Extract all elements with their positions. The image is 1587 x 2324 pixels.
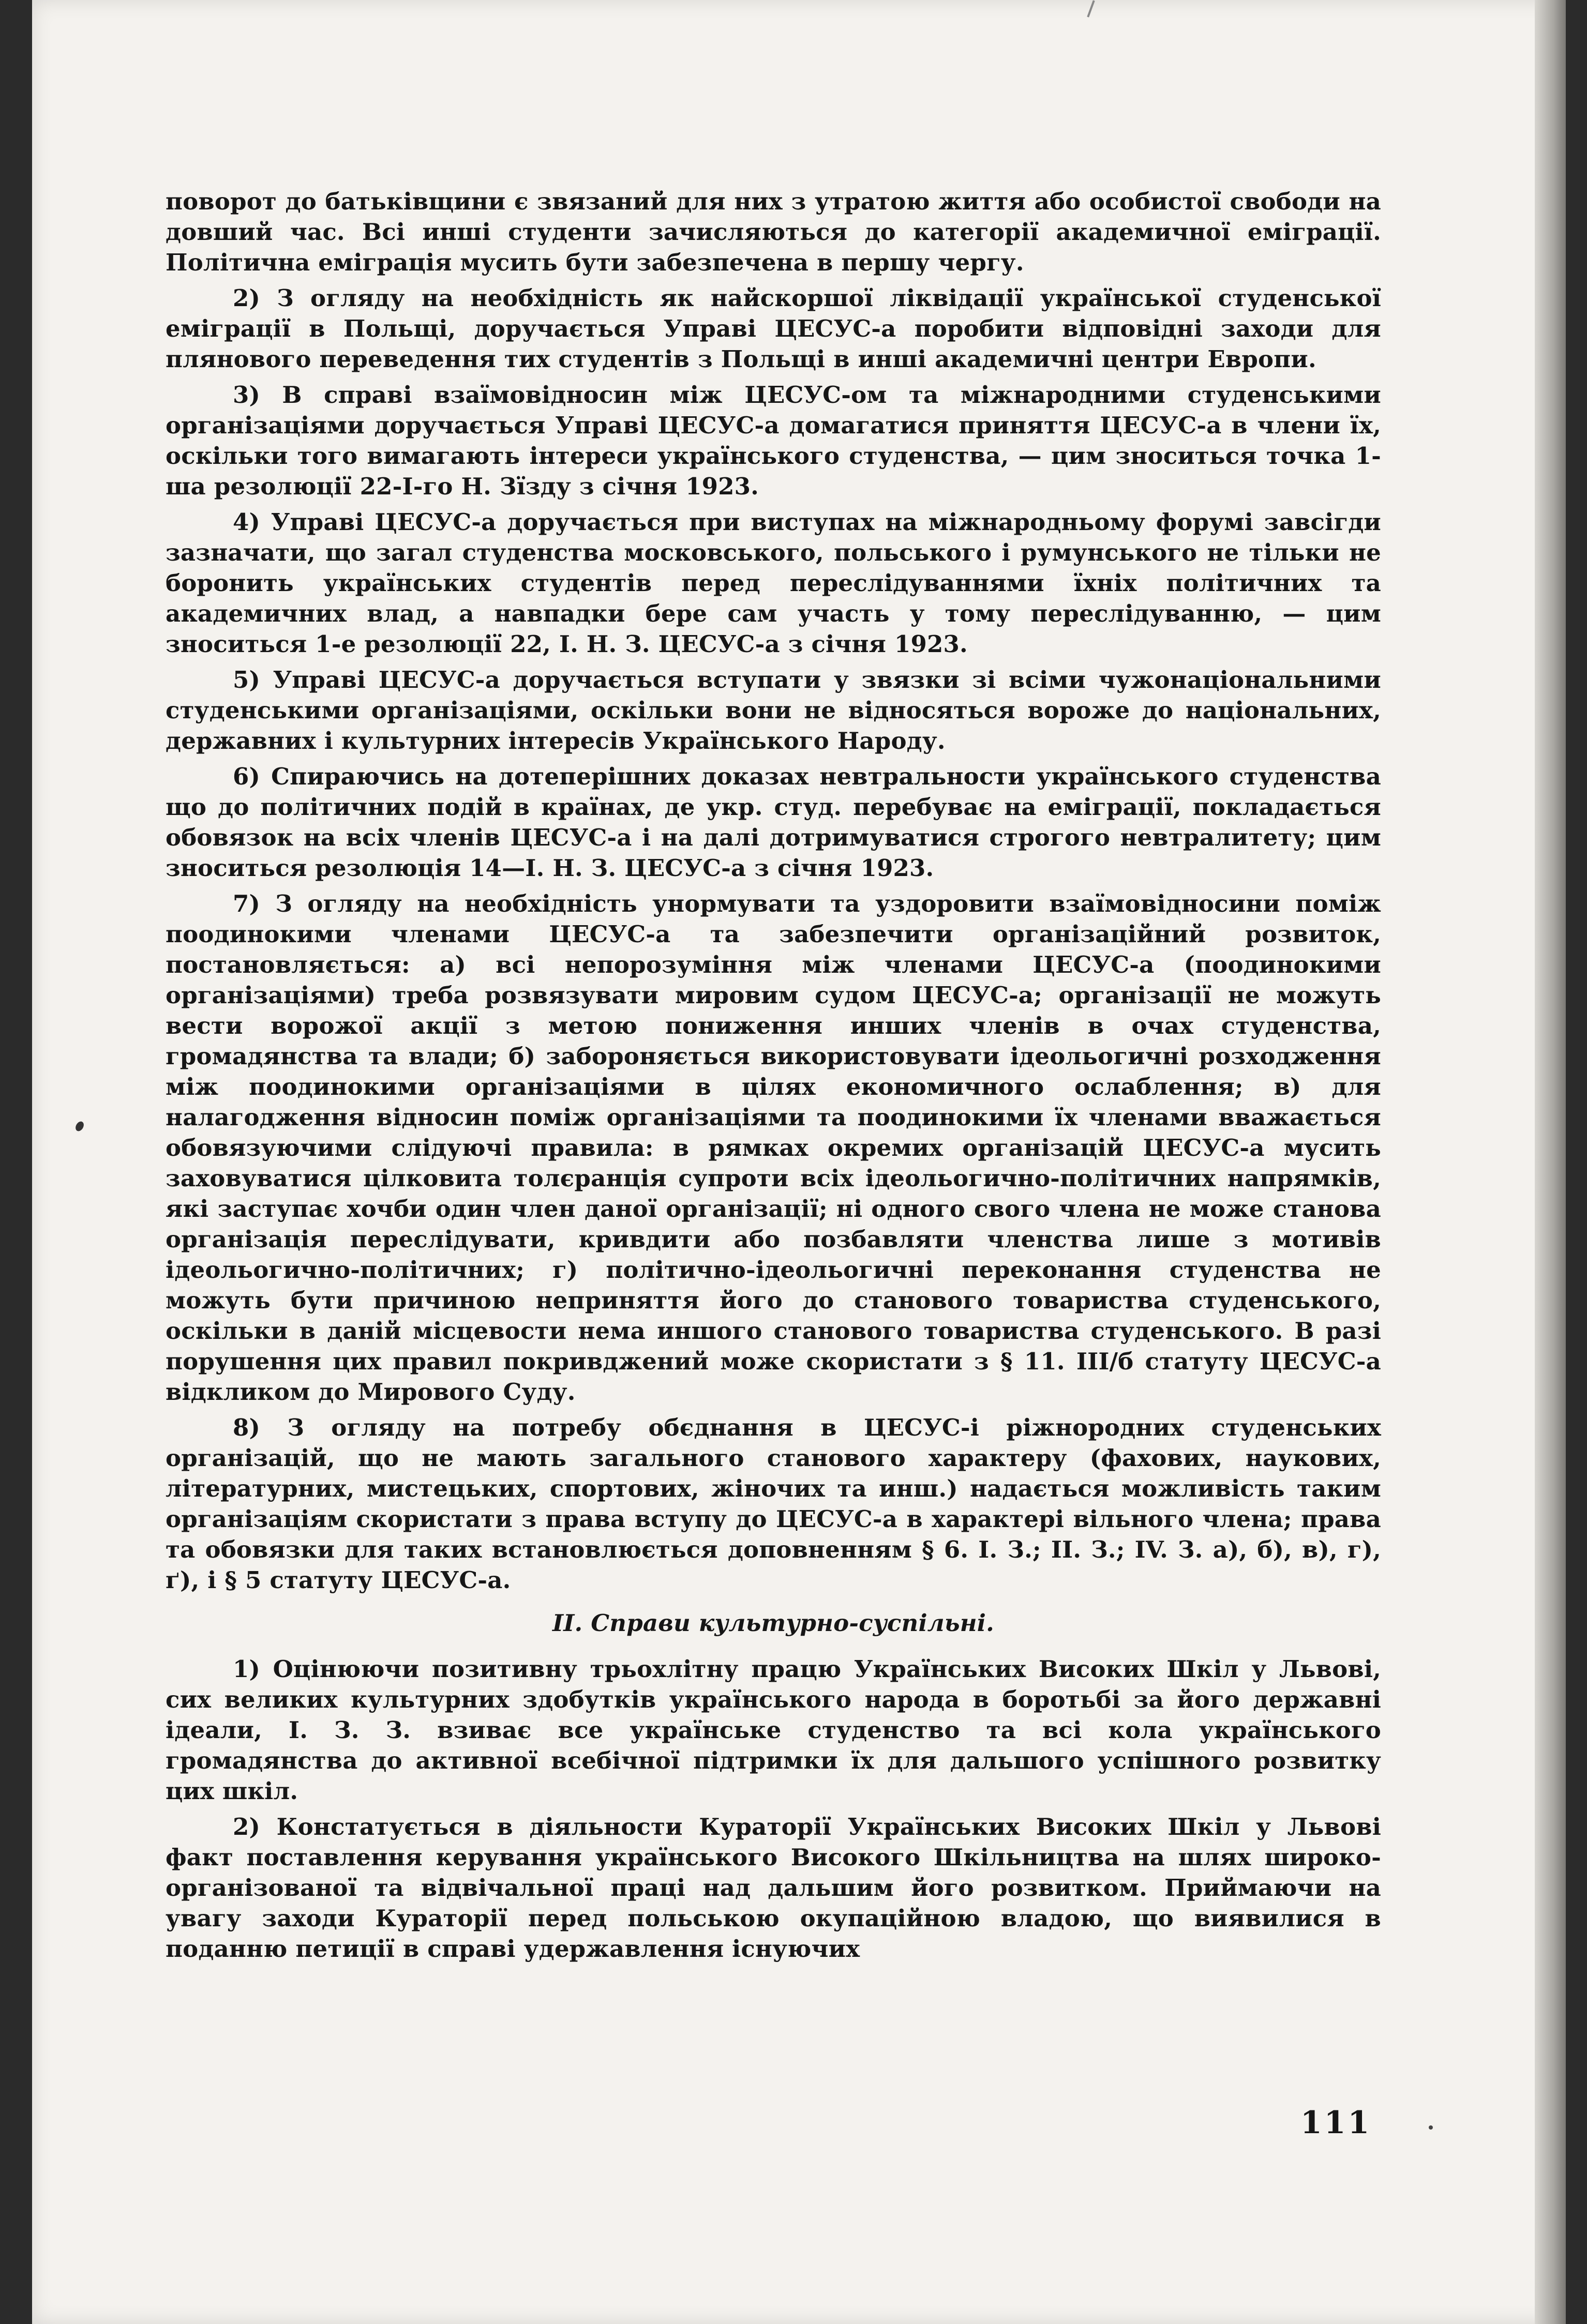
paragraph-item-8: 8) З огляду на потребу обєднання в ЦЕСУС-і ріжнородних студенських організацій, що не мають загального станового характеру (фахових, наукових, літературних, мистецьких, спортових, жіночих та инш.) надається можливість таким організаціям скористати з права вступу до ЦЕСУС-а в характері вільного члена; права та обовязки для таких встановлюється доповненням § 6. І. З.; ІІ. З.; IV. З. а), б), в), г), ґ), і § 5 статуту ЦЕСУС-а. — [166, 1414, 1381, 1594]
section-paragraph-2: 2) Констатується в діяльности Кураторії Українських Високих Шкіл у Львові факт поставлення керування українського Високого Шкільництва на шлях широко-організованої та відвічальної праці над дальшим його розвитком. Приймаючи на увагу заходи Кураторії перед польською окупаційною владою, що виявилися в поданню петиції в справі удержавлення існуючих — [166, 1813, 1381, 1963]
section-paragraph-1: 1) Оцінюючи позитивну трьохлітну працю Українських Високих Шкіл у Львові, сих великих культурних здобутків українського народа в боротьбі за його державні ідеали, І. З. З. взиває все українське студенство та всі кола українського громадянства до активної всебічної підтримки їх для дальшого успішного розвитку цих шкіл. — [166, 1655, 1381, 1805]
paragraph-item-6: 6) Спираючись на дотеперішних доказах невтральности українського студенства що до політичних подій в країнах, де укр. студ. перебуває на еміграції, покладається обовязок на всіх членів ЦЕСУС-а і на далі дотримуватися строгого невтралитету; цим зноситься резолюція 14—І. Н. З. ЦЕСУС-а з січня 1923. — [166, 763, 1381, 882]
paragraph-item-7: 7) З огляду на необхідність унормувати та уздоровити взаїмовідносини поміж поодинокими членами ЦЕСУС-а та забезпечити організаційний розвиток, постановляється: а) всі непорозуміння між членами ЦЕСУС-а (поодинокими організаціями) треба розвязувати мировим судом ЦЕСУС-а; організації не можуть вести ворожої акції з метою пониження инших членів в очах студенства, громадянства та влади; б) забороняється використовувати ідеольогичні розходження між поодинокими організаціями в цілях економичного ослаблення; в) для налагодження відносин поміж організаціями та поодинокими їх членами вважається обовязуючими слідуючі правила: в рямках окремих організацій ЦЕСУС-а мусить заховуватися цілковита толєранція супроти всіх ідеольогично-політичних напрямків, які заступає хочби один член даної організації; ні одного свого члена не може станова організація переслідувати, кривдити або позбавляти членства лише з мотивів ідеольогично-політичних; г) політично-ідеольогичні переконання студенства не можуть бути причиною неприняття його до станового товариства студенського, оскільки в даній місцевости нема иншого станового товариства студенського. В разі порушення цих правил покривджений може скористати з § 11. ІІІ/б статуту ЦЕСУС-а відкликом до Мирового Суду. — [166, 890, 1381, 1406]
paragraph-item-2: 2) З огляду на необхідність як найскоршої ліквідації української студенської еміграції в Польщі, доручається Управі ЦЕСУС-а поробити відповідні заходи для плянового переведення тих студентів з Польщі в инші академичні центри Европи. — [166, 284, 1381, 373]
section-heading: II. Справи культурно-суспільні. — [552, 1609, 994, 1637]
paragraph-item-4: 4) Управі ЦЕСУС-а доручається при виступах на міжнародньому форумі завсігди зазначати, що загал студенства московського, польського і румунського не тільки не боронить українських студентів перед переслідуваннями їхніх політичних та академичних влад, а навпадки бере сам участь у тому переслідуванню, — цим зноситься 1-е резолюції 22, І. Н. З. ЦЕСУС-а з січня 1923. — [166, 508, 1381, 658]
paragraph-item-3: 3) В справі взаїмовідносин між ЦЕСУС-ом та міжнародними студенськими організаціями доручається Управі ЦЕСУС-а домагатися приняття ЦЕСУС-а в члени їх, оскільки того вимагають інтереси українського студенства, — цим зноситься точка 1-ша резолюції 22-І-го Н. Зїзду з січня 1923. — [166, 381, 1381, 500]
paragraph-item-5: 5) Управі ЦЕСУС-а доручається вступати у звязки зі всіми чужонаціональними студенськими організаціями, оскільки вони не відносяться вороже до національних, державних і культурних інтересів Українського Народу. — [166, 666, 1381, 754]
page-number: 111 — [1300, 2105, 1372, 2141]
paragraph-continuation: поворот до батьківщини є звязаний для них з утратою життя або особистої свободи на довший час. Всі инші студенти зачисляються до категорії академичної еміграції. Політична еміграція мусить бути забезпечена в першу чергу. — [166, 188, 1381, 276]
page-edge-shadow — [1535, 0, 1566, 2324]
document-page — [32, 0, 1566, 2324]
scan-mark — [1087, 0, 1095, 17]
page-number-dot — [1429, 2125, 1433, 2130]
margin-ink-spot — [74, 1120, 85, 1133]
body-text — [166, 186, 1381, 1969]
